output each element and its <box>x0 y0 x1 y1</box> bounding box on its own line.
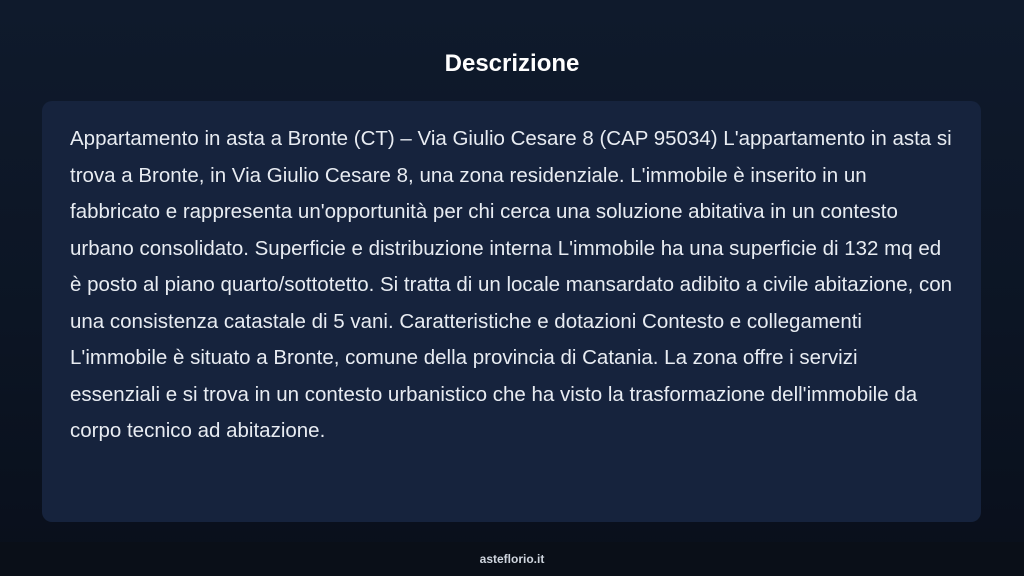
footer-brand: asteflorio.it <box>479 552 545 566</box>
description-card <box>42 101 981 522</box>
description-text: Appartamento in asta a Bronte (CT) – Via Giulio Cesare 8 (CAP 95034) L'appartamento in asta si trova a Bronte, in Via Giulio Cesare 8, una zona residenziale. L'immobile è inserito in un fabbricato e rappresenta un'opportunità per chi cerca una soluzione abitativa in un contesto urbano consolidato. Superficie e distribuzione interna L'immobile ha una superficie di 132 mq ed è posto al piano quarto/sottotetto. Si tratta di un locale mansardato adibito a civile abitazione, con una consistenza catastale di 5 vani. Caratteristiche e dotazioni Contesto e collegamenti L'immobile è situato a Bronte, comune della provincia di Catania. La zona offre i servizi essenziali e si trova in un contesto urbanistico che ha visto la trasformazione dell'immobile da corpo tecnico ad abitazione. <box>70 127 953 442</box>
page-title: Descrizione <box>444 50 580 77</box>
